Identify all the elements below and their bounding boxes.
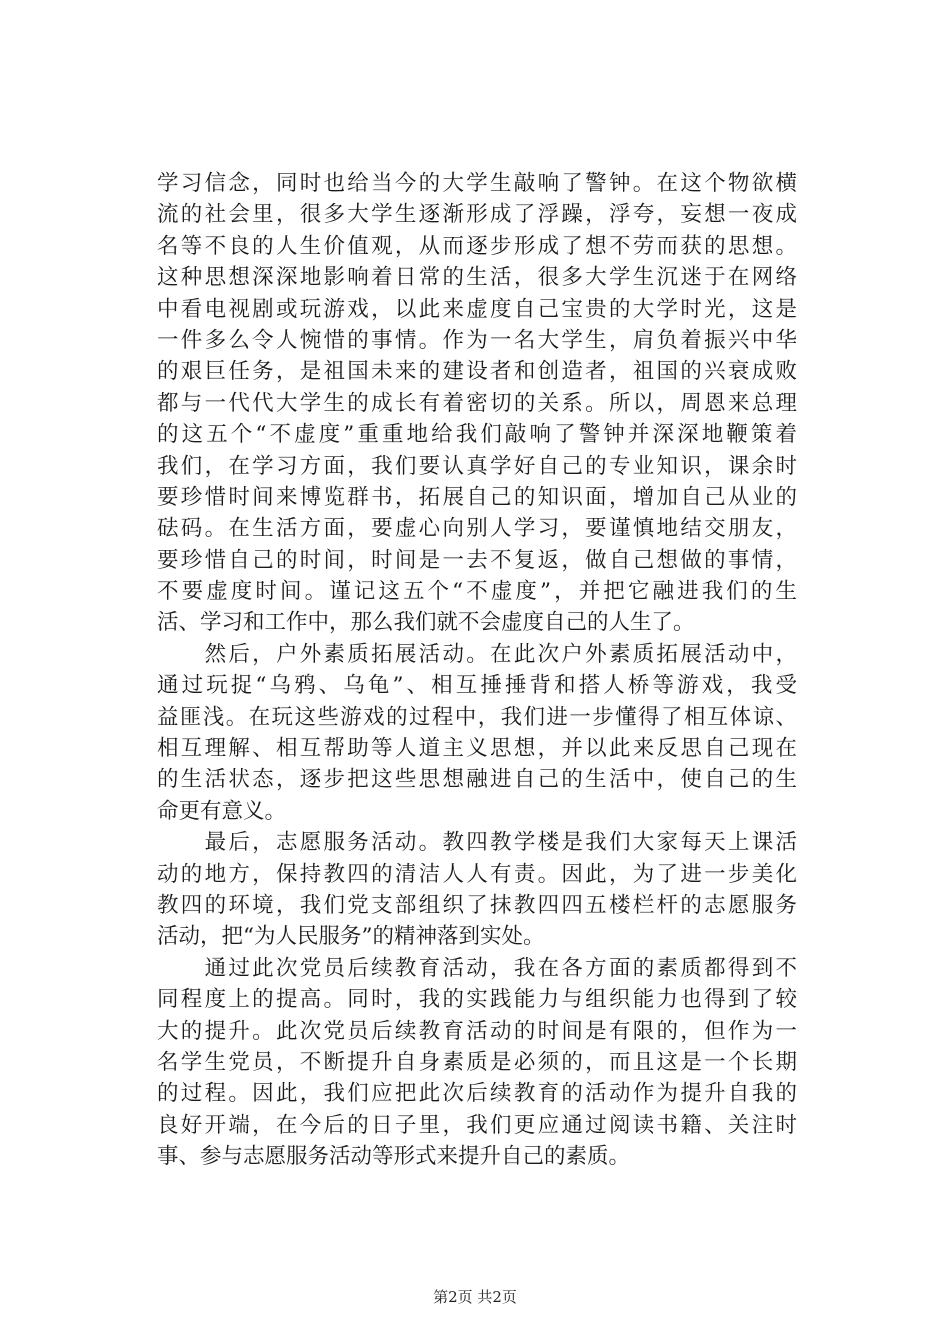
text-line: 这种思想深深地影响着日常的生活，很多大学生沉迷于在网络 xyxy=(157,265,797,291)
text-line: 学习信念，同时也给当今的大学生敲响了警钟。在这个物欲横 xyxy=(157,171,797,196)
text-line: 动的地方，保持教四的清洁人人有责。因此，为了进一步美化 xyxy=(157,861,797,887)
text-line: 教四的环境，我们党支部组织了抹教四四五楼栏杆的志愿服务 xyxy=(157,892,797,918)
text-line: 我们，在学习方面，我们要认真学好自己的专业知识，课余时 xyxy=(157,453,797,479)
text-line: 中看电视剧或玩游戏，以此来虚度自己宝贵的大学时光，这是 xyxy=(157,296,797,322)
text-line: 流的社会里，很多大学生逐渐形成了浮躁，浮夸，妄想一夜成 xyxy=(157,202,797,228)
text-line: 通过此次党员后续教育活动，我在各方面的素质都得到不 xyxy=(157,955,797,981)
text-line: 要珍惜时间来博览群书，拓展自己的知识面，增加自己从业的 xyxy=(157,484,797,510)
text-line: 不要虚度时间。谨记这五个“不虚度”，并把它融进我们的生 xyxy=(157,579,797,605)
document-body xyxy=(157,168,797,1173)
text-line: 活、学习和工作中，那么我们就不会虚度自己的人生了。 xyxy=(157,610,695,636)
text-line: 事、参与志愿服务活动等形式来提升自己的素质。 xyxy=(157,1144,631,1170)
text-line: 最后，志愿服务活动。教四教学楼是我们大家每天上课活 xyxy=(157,830,797,856)
text-line: 通过玩捉“乌鸦、乌龟”、相互捶捶背和搭人桥等游戏，我受 xyxy=(157,673,797,699)
text-line: 然后，户外素质拓展活动。在此次户外素质拓展活动中， xyxy=(157,641,797,667)
text-line: 相互理解、相互帮助等人道主义思想，并以此来反思自己现在 xyxy=(157,736,797,762)
text-line: 的过程。因此，我们应把此次后续教育的活动作为提升自我的 xyxy=(157,1081,797,1107)
text-line: 名学生党员，不断提升自身素质是必须的，而且这是一个长期 xyxy=(157,1049,797,1075)
text-line: 良好开端，在今后的日子里，我们更应通过阅读书籍、关注时 xyxy=(157,1112,797,1138)
text-line: 活动，把“为人民服务”的精神落到实处。 xyxy=(157,924,545,950)
text-line: 名等不良的人生价值观，从而逐步形成了想不劳而获的思想。 xyxy=(157,233,797,259)
text-line: 要珍惜自己的时间，时间是一去不复返，做自己想做的事情， xyxy=(157,547,797,573)
text-line: 命更有意义。 xyxy=(157,798,287,824)
text-line: 益匪浅。在玩这些游戏的过程中，我们进一步懂得了相互体谅、 xyxy=(157,704,797,730)
page-number-footer: 第2页 共2页 xyxy=(433,1288,517,1306)
text-line: 的这五个“不虚度”重重地给我们敲响了警钟并深深地鞭策着 xyxy=(157,422,797,448)
text-line: 一件多么令人惋惜的事情。作为一名大学生，肩负着振兴中华 xyxy=(157,327,797,353)
text-line: 都与一代代大学生的成长有着密切的关系。所以，周恩来总理 xyxy=(157,390,797,416)
text-line: 砝码。在生活方面，要虚心向别人学习，要谨慎地结交朋友， xyxy=(157,516,797,542)
text-line: 大的提升。此次党员后续教育活动的时间是有限的，但作为一 xyxy=(157,1018,797,1044)
text-line: 的艰巨任务，是祖国未来的建设者和创造者，祖国的兴衰成败 xyxy=(157,359,797,385)
text-line: 的生活状态，逐步把这些思想融进自己的生活中，使自己的生 xyxy=(157,767,797,793)
text-line: 同程度上的提高。同时，我的实践能力与组织能力也得到了较 xyxy=(157,987,797,1013)
